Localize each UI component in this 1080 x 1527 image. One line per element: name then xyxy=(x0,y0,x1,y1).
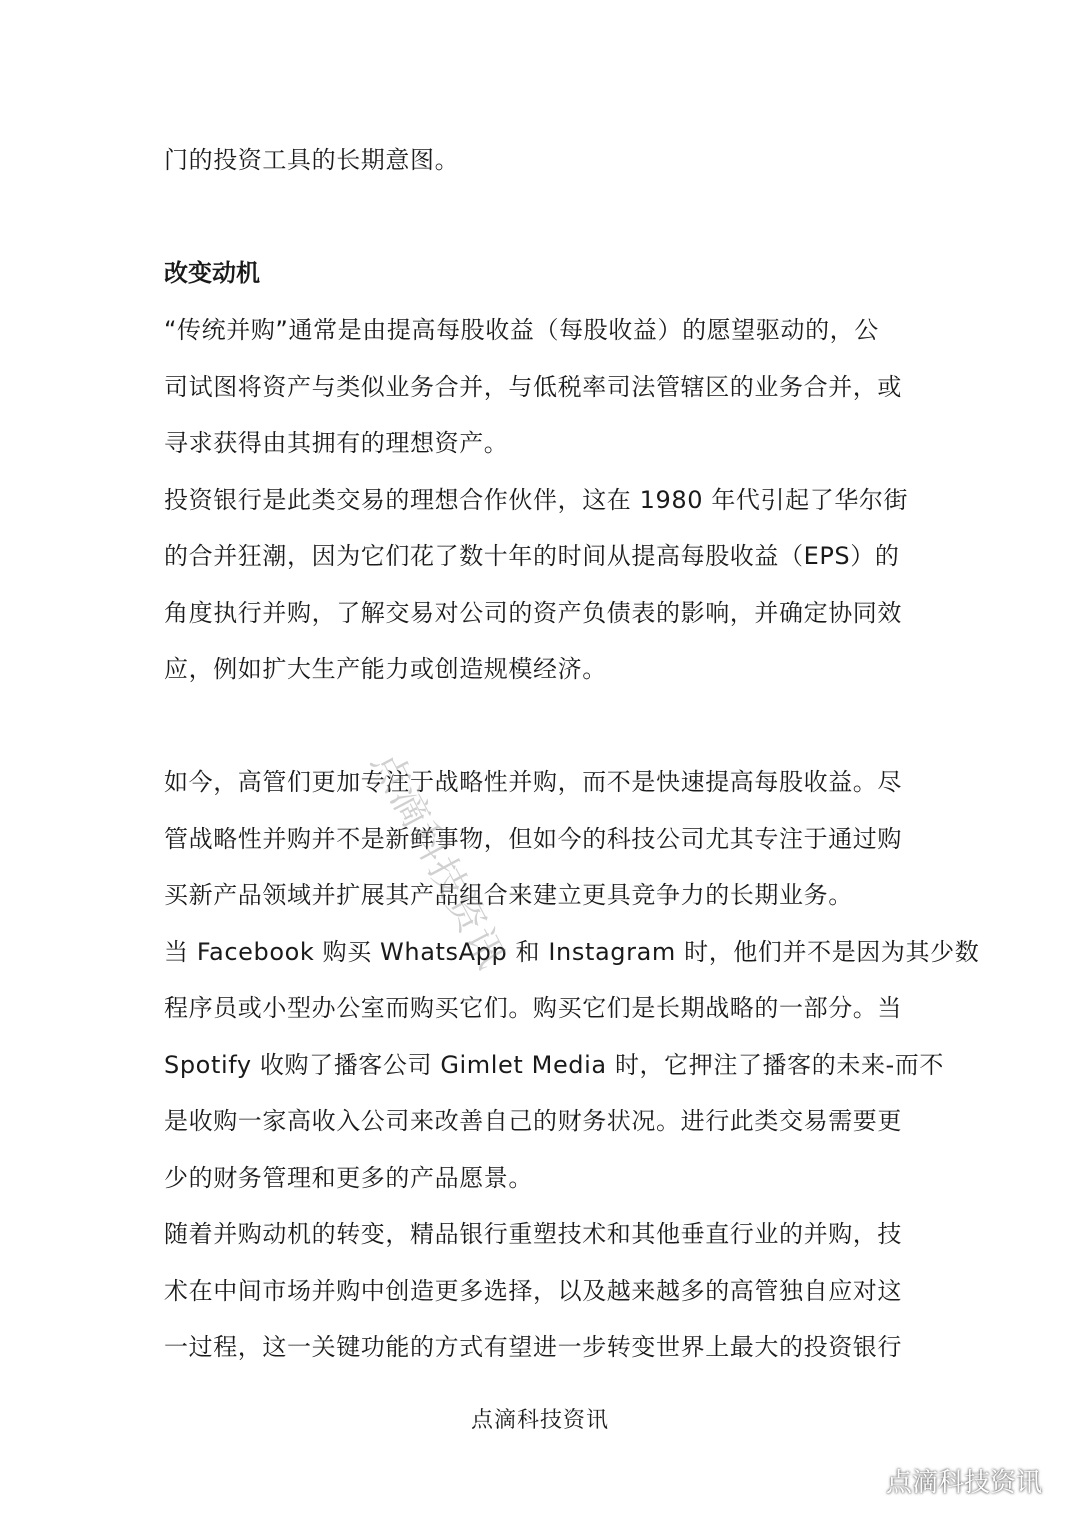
paragraph-line: 一过程，这一关键功能的方式有望进一步转变世界上最大的投资银行 xyxy=(164,1333,902,1361)
paragraph-line: 是收购一家高收入公司来改善自己的财务状况。进行此类交易需要更 xyxy=(164,1107,902,1135)
paragraph-line: 术在中间市场并购中创造更多选择，以及越来越多的高管独自应对这 xyxy=(164,1277,902,1305)
paragraph-line: 程序员或小型办公室而购买它们。购买它们是长期战略的一部分。当 xyxy=(164,994,902,1022)
wechat-icon xyxy=(840,1466,878,1496)
wechat-brand xyxy=(840,1462,1042,1499)
paragraph-line: Spotify 收购了播客公司 Gimlet Media 时，它押注了播客的未来-而不 xyxy=(164,1051,945,1079)
brand-label: 点滴科技资讯 xyxy=(885,1468,1042,1498)
section-heading: 改变动机 xyxy=(164,259,260,287)
paragraph-line: 门的投资工具的长期意图。 xyxy=(164,146,460,174)
paragraph-line: 寻求获得由其拥有的理想资产。 xyxy=(164,429,509,457)
paragraph-line: 当 Facebook 购买 WhatsApp 和 Instagram 时，他们并不是因为其少数 xyxy=(164,938,980,966)
paragraph-line: 角度执行并购，了解交易对公司的资产负债表的影响，并确定协同效 xyxy=(164,599,902,627)
watermark: 点滴科技资讯 xyxy=(363,744,515,977)
paragraph-line: 投资银行是此类交易的理想合作伙伴，这在 1980 年代引起了华尔街 xyxy=(164,486,909,514)
paragraph-line: 的合并狂潮，因为它们花了数十年的时间从提高每股收益（EPS）的 xyxy=(164,542,900,570)
paragraph-line: 管战略性并购并不是新鲜事物，但如今的科技公司尤其专注于通过购 xyxy=(164,825,902,853)
page-footer: 点滴科技资讯 xyxy=(470,1408,609,1433)
paragraph-line: 应，例如扩大生产能力或创造规模经济。 xyxy=(164,655,607,683)
paragraph-line: 买新产品领域并扩展其产品组合来建立更具竞争力的长期业务。 xyxy=(164,881,853,909)
paragraph-line: 司试图将资产与类似业务合并，与低税率司法管辖区的业务合并，或 xyxy=(164,373,902,401)
paragraph-line: 随着并购动机的转变，精品银行重塑技术和其他垂直行业的并购，技 xyxy=(164,1220,902,1248)
paragraph-line: “传统并购”通常是由提高每股收益（每股收益）的愿望驱动的，公 xyxy=(164,316,879,344)
paragraph-line: 如今，高管们更加专注于战略性并购，而不是快速提高每股收益。尽 xyxy=(164,768,902,796)
paragraph-line: 少的财务管理和更多的产品愿景。 xyxy=(164,1164,533,1192)
